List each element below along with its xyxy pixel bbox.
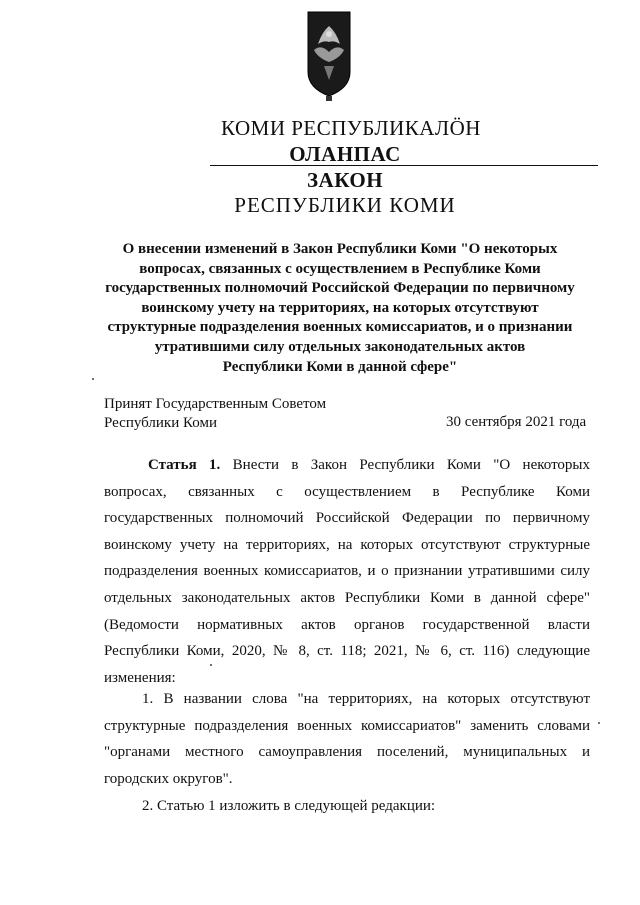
article-1-line: (Ведомости нормативных актов органов государственной власти [104, 616, 590, 633]
item-1-line: "органами местного самоуправления поселений, муниципальных и [104, 744, 590, 761]
law-title-line: О внесении изменений в Закон Республики Коми "О некоторых [122, 241, 558, 257]
adoption-line-2: Республики Коми [104, 415, 217, 431]
coat-of-arms-emblem [306, 10, 352, 102]
adoption-date: 30 сентября 2021 года [446, 414, 587, 430]
law-title [100, 240, 580, 377]
law-title-line: воинскому учету на территориях, на которых отсутствуют [141, 299, 539, 316]
scan-speck [92, 378, 94, 380]
law-title-line: Республики Коми в данной сфере" [222, 358, 458, 375]
item-1-line: городских округов". [104, 770, 233, 787]
article-1 [104, 452, 590, 691]
item-2 [104, 793, 590, 820]
scan-speck [210, 664, 212, 666]
header-olanpas: ОЛАНПАС [289, 142, 401, 166]
adoption-info [104, 395, 326, 433]
article-1-line: вопросах, связанных с осуществлением в Республике Коми [104, 483, 590, 500]
header-zakon: ЗАКОН [306, 168, 384, 192]
article-1-label: Статья 1. [148, 457, 221, 473]
header-komi-line: КОМИ РЕСПУБЛИКАЛӦН [221, 116, 481, 140]
article-1-line: Республики Коми, 2020, № 8, ст. 118; 2021, № 6, ст. 116) следующие [104, 643, 590, 660]
article-1-line: подразделения военных комиссариатов, и о признании утратившими силу [104, 563, 590, 580]
adoption-line-1: Принят Государственным Советом [104, 396, 327, 412]
law-title-line: структурные подразделения военных комиссариатов, и о признании [107, 319, 573, 336]
scan-speck [598, 722, 600, 724]
article-1-line: изменения: [104, 669, 176, 686]
item-1 [104, 686, 590, 792]
law-title-line: государственных полномочий Российской Федерации по первичному [105, 280, 575, 297]
law-title-line: вопросах, связанных с осуществлением в Республике Коми [139, 260, 541, 277]
item-1-line: 1. В названии слова "на территориях, на которых отсутствуют [142, 691, 590, 707]
article-1-line: воинскому учету на территориях, на которых отсутствуют структурные [104, 536, 590, 553]
article-1-line: отдельных законодательных актов Республики Коми в данной сфере" [104, 589, 590, 606]
header-divider [210, 165, 598, 166]
item-1-line: структурные подразделения военных комиссариатов" заменить словами [104, 717, 590, 734]
header-republic: РЕСПУБЛИКИ КОМИ [234, 193, 456, 217]
law-title-line: утратившими силу отдельных законодательных актов [154, 338, 526, 355]
article-1-first-line [104, 452, 590, 479]
item-2-line: 2. Статью 1 изложить в следующей редакции: [142, 798, 436, 814]
article-1-first-line-text: Внести в Закон Республики Коми "О некоторых [232, 457, 591, 473]
article-1-line: государственных полномочий Российской Федерации по первичному [104, 510, 590, 527]
